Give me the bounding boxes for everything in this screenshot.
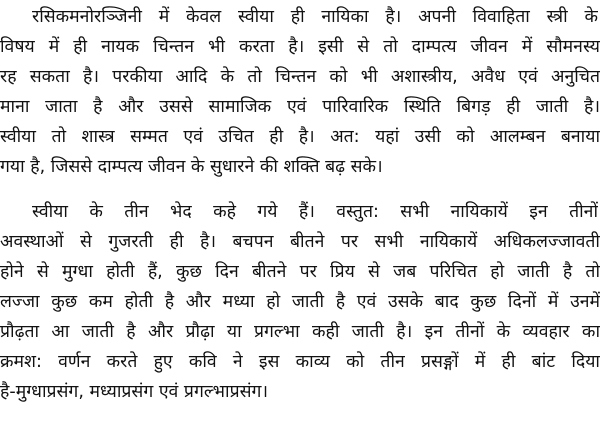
paragraph-2-line-4: लज्जा कुछ कम होती है और मध्या हो जाती है एवं उसके बाद कुछ दिनों में उनमें <box>0 292 600 312</box>
paragraph-1-line-5: स्वीया तो शास्त्र सम्मत एवं उचित ही है। अत: यहां उसी को आलम्बन बनाया <box>0 127 600 147</box>
paragraph-1-line-3: रह सकता है। परकीया आदि के तो चिन्तन को भी अशास्त्रीय, अवैध एवं अनुचित <box>0 67 600 87</box>
paragraph-1-line-4: माना जाता है और उससे सामाजिक एवं पारिवारिक स्थिति बिगड़ ही जाती है। <box>0 97 600 117</box>
paragraph-1-line-1: रसिकमनोरञ्जिनी में केवल स्वीया ही नायिका है। अपनी विवाहिता स्त्री के <box>32 7 598 27</box>
paragraph-1-line-2: विषय में ही नायक चिन्तन भी करता है। इसी से तो दाम्पत्य जीवन में सौमनस्य <box>0 37 600 57</box>
paragraph-2-line-6: क्रमश: वर्णन करते हुए कवि ने इस काव्य को तीन प्रसङ्गों में ही बांट दिया <box>0 352 600 372</box>
paragraph-2-line-3: होने से मुग्धा होती हैं, कुछ दिन बीतने पर प्रिय से जब परिचित हो जाती है तो <box>0 262 600 282</box>
paragraph-2-line-2: अवस्थाओं से गुजरती ही है। बचपन बीतने पर सभी नायिकायें अधिकलज्जावती <box>0 232 600 252</box>
paragraph-1-line-6: गया है, जिससे दाम्पत्य जीवन के सुधारने की शक्ति बढ़ सके। <box>0 157 383 177</box>
paragraph-2-line-5: प्रौढ़ता आ जाती है और प्रौढ़ा या प्रगल्भा कही जाती है। इन तीनों के व्यवहार का <box>0 322 600 342</box>
paragraph-2-line-1: स्वीया के तीन भेद कहे गये हैं। वस्तुत: सभी नायिकायें इन तीनों <box>32 202 598 222</box>
paragraph-2-line-7: है-मुग्धाप्रसंग, मध्याप्रसंग एवं प्रगल्भाप्रसंग। <box>0 382 269 402</box>
